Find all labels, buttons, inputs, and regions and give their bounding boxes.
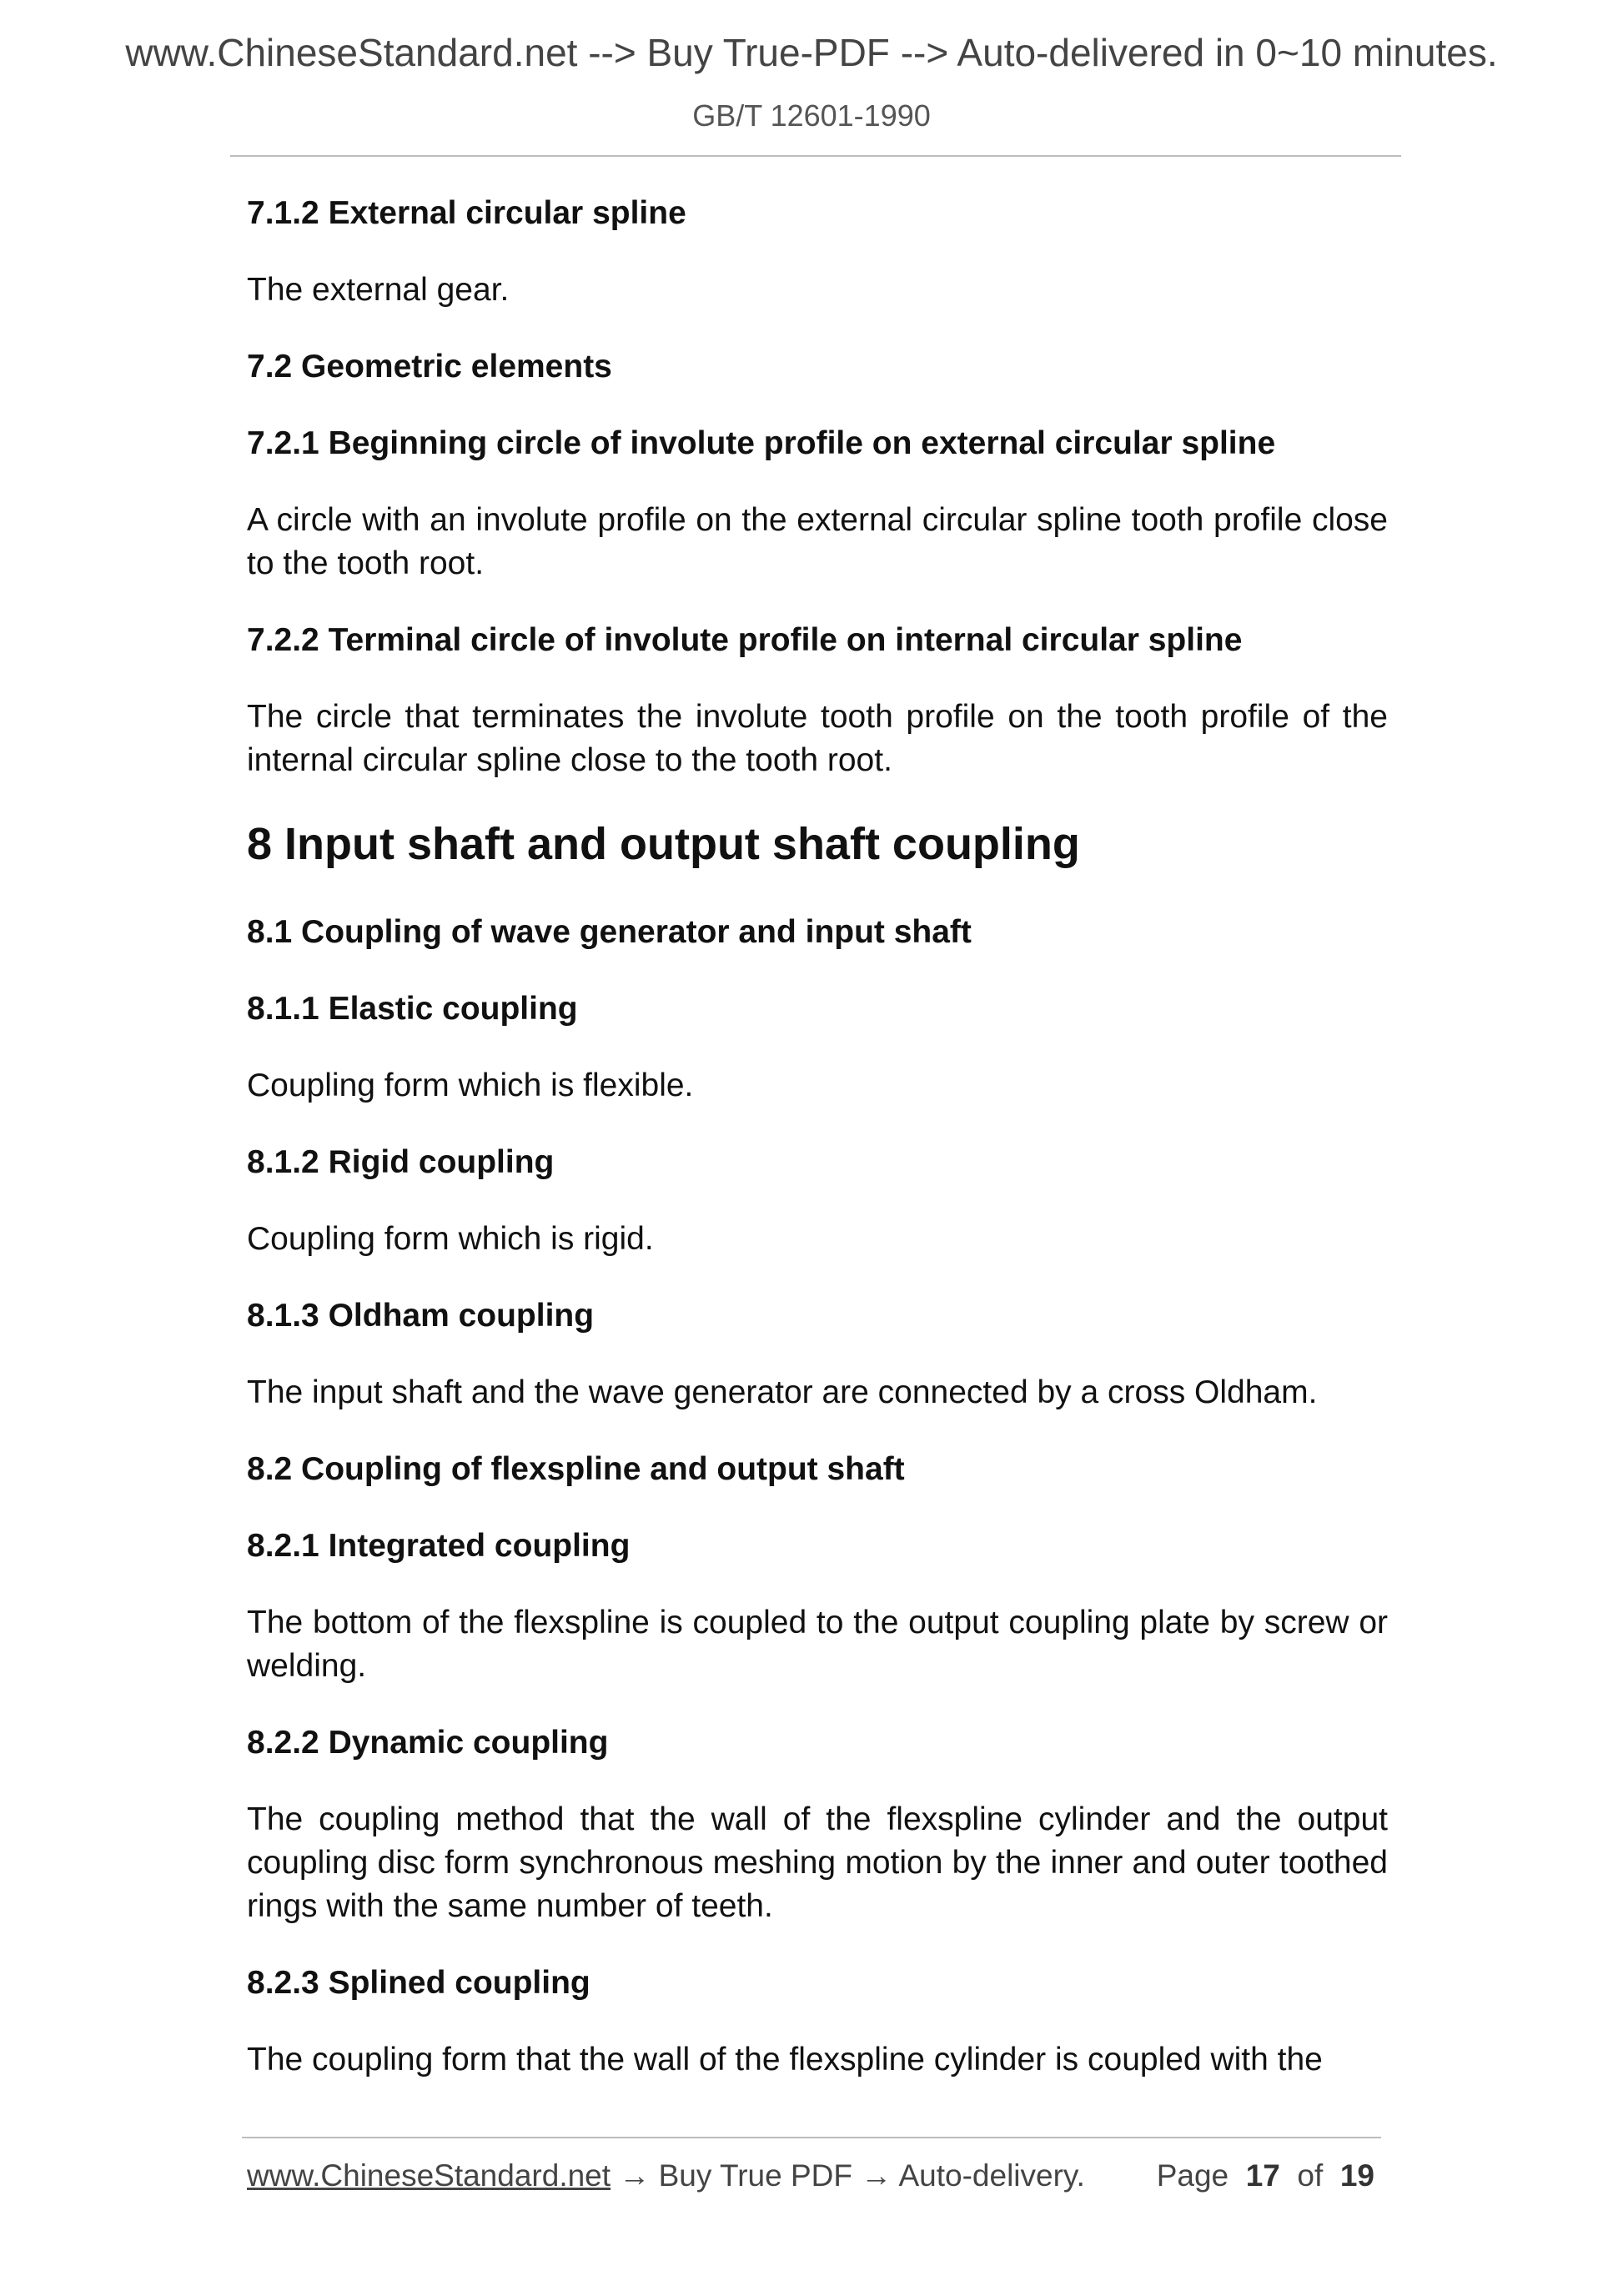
header-banner: www.ChineseStandard.net --> Buy True-PDF --> Auto-delivered in 0~10 minutes. bbox=[125, 31, 1498, 74]
page-label: Page bbox=[1156, 2158, 1229, 2193]
heading-section-8: 8 Input shaft and output shaft coupling bbox=[247, 819, 1080, 869]
header-divider bbox=[230, 155, 1401, 157]
total-pages: 19 bbox=[1339, 2158, 1374, 2193]
page-indicator bbox=[1157, 2158, 1374, 2193]
document-body bbox=[247, 192, 1388, 2115]
paragraph-integrated-coupling: The bottom of the flexspline is coupled to the output coupling plate by screw or welding. bbox=[247, 1605, 1388, 1684]
footer-tagline: → Buy True PDF → Auto-delivery. bbox=[611, 2158, 1085, 2193]
heading-8-1-2: 8.1.2 Rigid coupling bbox=[247, 1144, 555, 1180]
heading-8-2-3: 8.2.3 Splined coupling bbox=[247, 1965, 590, 2001]
document-code: GB/T 12601-1990 bbox=[692, 98, 931, 133]
heading-7-1-2: 7.1.2 External circular spline bbox=[247, 195, 686, 231]
heading-8-1: 8.1 Coupling of wave generator and input shaft bbox=[247, 914, 972, 950]
heading-8-2-2: 8.2.2 Dynamic coupling bbox=[247, 1725, 609, 1761]
page-footer bbox=[247, 2158, 1381, 2193]
heading-8-1-1: 8.1.1 Elastic coupling bbox=[247, 991, 578, 1027]
paragraph-splined-coupling: The coupling form that the wall of the flexspline cylinder is coupled with the bbox=[247, 2042, 1323, 2077]
paragraph-beginning-circle: A circle with an involute profile on the external circular spline tooth profile close to the tooth root. bbox=[247, 502, 1388, 581]
of-label: of bbox=[1297, 2158, 1324, 2193]
paragraph-oldham-coupling: The input shaft and the wave generator are connected by a cross Oldham. bbox=[247, 1374, 1318, 1410]
heading-8-1-3: 8.1.3 Oldham coupling bbox=[247, 1298, 595, 1334]
heading-8-2: 8.2 Coupling of flexspline and output shaft bbox=[247, 1451, 905, 1487]
footer-site-link[interactable]: www.ChineseStandard.net bbox=[247, 2158, 611, 2193]
paragraph-external-gear: The external gear. bbox=[247, 272, 510, 308]
paragraph-terminal-circle: The circle that terminates the involute tooth profile on the tooth profile of the internal circular spline close to the tooth root. bbox=[247, 699, 1388, 778]
heading-7-2-2: 7.2.2 Terminal circle of involute profile on internal circular spline bbox=[247, 622, 1243, 658]
paragraph-rigid-coupling: Coupling form which is rigid. bbox=[247, 1221, 654, 1257]
heading-7-2-1: 7.2.1 Beginning circle of involute profile on external circular spline bbox=[247, 425, 1276, 461]
footer-divider bbox=[242, 2137, 1381, 2138]
heading-8-2-1: 8.2.1 Integrated coupling bbox=[247, 1528, 631, 1564]
page-number: 17 bbox=[1245, 2158, 1280, 2193]
paragraph-elastic-coupling: Coupling form which is flexible. bbox=[247, 1068, 694, 1103]
heading-7-2: 7.2 Geometric elements bbox=[247, 349, 612, 384]
paragraph-dynamic-coupling: The coupling method that the wall of the flexspline cylinder and the output coupling disc form synchronous meshing motion by the inner and outer toothed rings with the same number of teeth. bbox=[247, 1801, 1388, 1924]
